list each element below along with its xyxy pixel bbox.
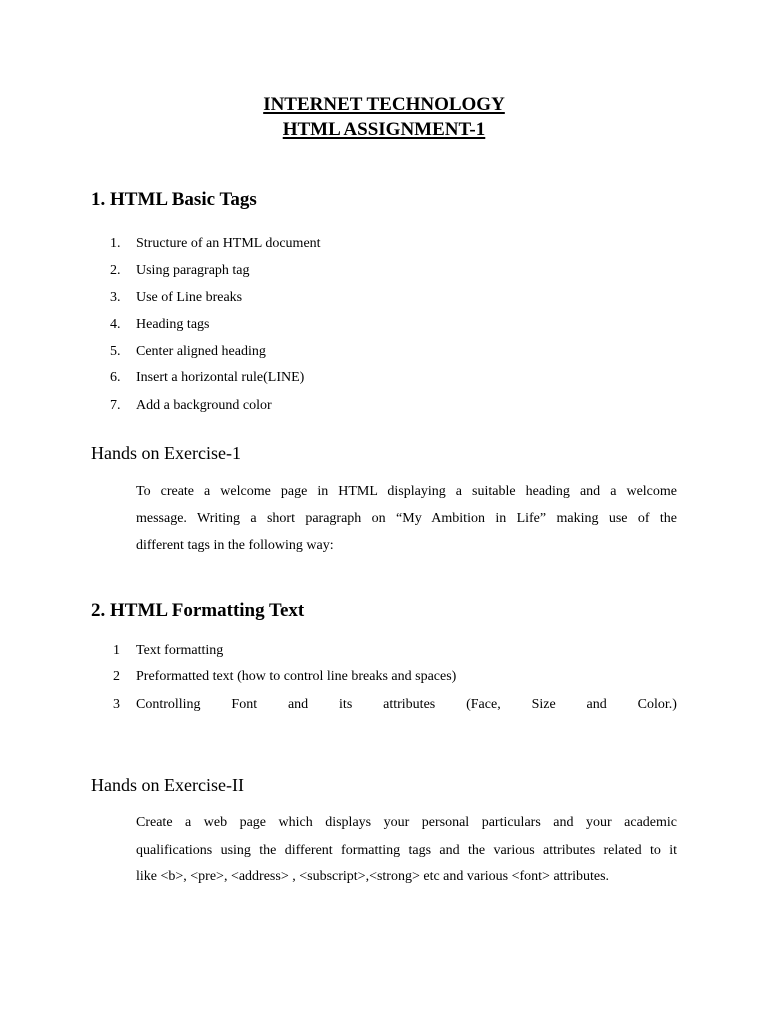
list-item-number: 3: [113, 697, 120, 712]
exercise-1-text-line: message. Writing a short paragraph on “My Ambition in Life” making use of the: [136, 511, 677, 526]
document-subtitle: HTML ASSIGNMENT-1: [282, 119, 486, 140]
list-item: [0, 396, 768, 416]
list-item: [0, 368, 768, 388]
exercise-2-text-line: qualifications using the different formatting tags and the various attributes related to it: [136, 843, 677, 858]
document-title: INTERNET TECHNOLOGY: [263, 94, 505, 115]
list-item-number: 3.: [110, 290, 121, 305]
list-item-text: Insert a horizontal rule(LINE): [136, 370, 305, 385]
list-item-number: 2: [113, 669, 120, 684]
list-item-number: 1.: [110, 236, 121, 251]
list-item: [0, 342, 768, 362]
exercise-1-heading: Hands on Exercise-1: [91, 443, 241, 463]
word: Size: [531, 697, 556, 712]
list-item-text: Center aligned heading: [136, 344, 266, 359]
exercise-2-text-line: Create a web page which displays your personal particulars and your academic: [136, 815, 677, 830]
list-item-number: 7.: [110, 398, 121, 413]
exercise-1-text-line: different tags in the following way:: [136, 538, 334, 553]
exercise-2-text-line: like <b>, <pre>, <address> , <subscript>,<strong> etc and various <font> attributes.: [136, 869, 610, 884]
list-item-text: Add a background color: [136, 398, 272, 413]
list-item-text-justified: [136, 695, 677, 715]
word: Controlling: [136, 697, 201, 712]
list-item: [0, 261, 768, 281]
word: its: [339, 697, 353, 712]
word: Color.): [637, 697, 677, 712]
word: and: [287, 697, 309, 712]
list-item-number: 2.: [110, 263, 121, 278]
list-item-number: 5.: [110, 344, 121, 359]
list-item: [0, 288, 768, 308]
section-1-heading: 1. HTML Basic Tags: [91, 189, 257, 210]
list-item: [0, 315, 768, 335]
list-item-number: 1: [113, 643, 120, 658]
word: (Face,: [466, 697, 501, 712]
list-item-text: Heading tags: [136, 317, 210, 332]
section-2-heading: 2. HTML Formatting Text: [91, 600, 305, 621]
list-item: [0, 234, 768, 254]
list-item-number: 6.: [110, 370, 121, 385]
exercise-2-heading: Hands on Exercise-II: [91, 775, 244, 795]
list-item: [0, 641, 768, 661]
list-item-text: Structure of an HTML document: [136, 236, 321, 251]
list-item-number: 4.: [110, 317, 121, 332]
word: attributes: [383, 697, 436, 712]
word: and: [586, 697, 607, 712]
list-item-text: Text formatting: [136, 643, 224, 658]
list-item-text: Preformatted text (how to control line breaks and spaces): [136, 669, 457, 684]
list-item-text: Use of Line breaks: [136, 290, 243, 305]
exercise-1-text-line: To create a welcome page in HTML displaying a suitable heading and a welcome: [136, 484, 677, 499]
list-item-text: Using paragraph tag: [136, 263, 250, 278]
list-item: [0, 667, 768, 687]
word: Font: [231, 697, 258, 712]
